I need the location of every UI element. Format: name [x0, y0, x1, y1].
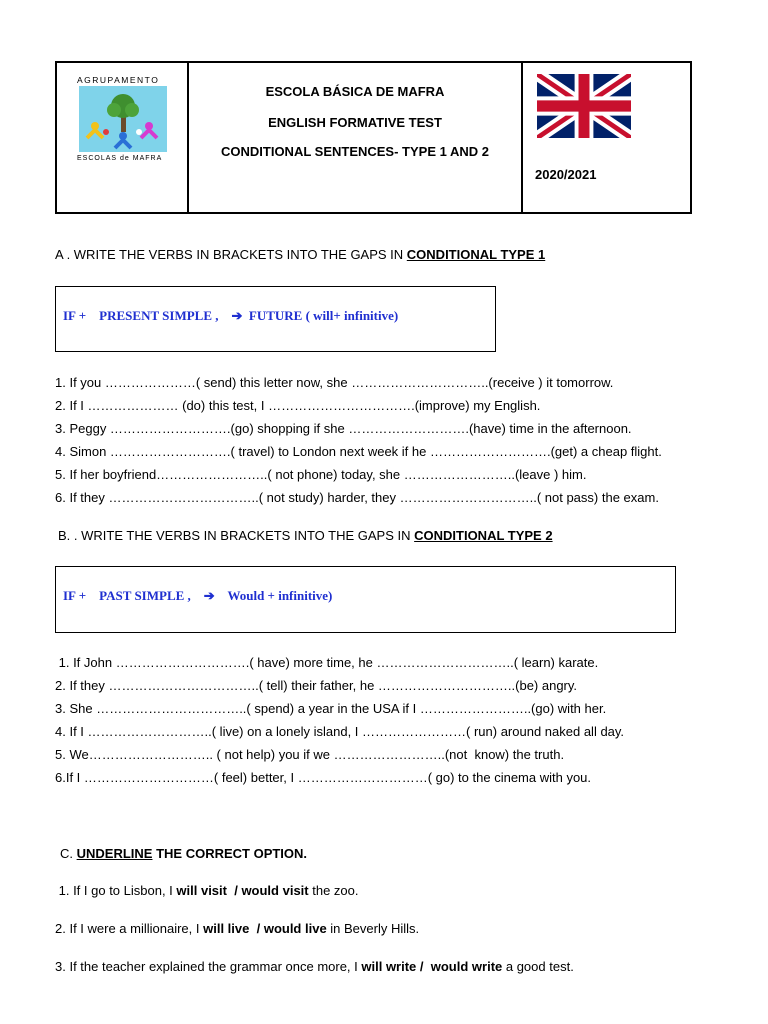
exercise-b-5: 5. We……………………….. ( not help) you if we ……………………..(not know) the truth. [55, 747, 565, 762]
section-c-prefix: C. [60, 846, 77, 861]
option-will-visit[interactable]: will visit [176, 883, 227, 898]
formula-type-2: IF + PAST SIMPLE , ➔ Would + infinitive) [63, 588, 333, 603]
exercise-b-6: 6.If I …………………………( feel) better, I …………………………( go) to the cinema with you. [55, 770, 592, 785]
logo-bottom-text: ESCOLAS de MAFRA [77, 155, 163, 162]
logo-top-text: AGRUPAMENTO [77, 75, 160, 85]
test-name: ENGLISH FORMATIVE TEST [268, 115, 442, 130]
section-b-instruction: B. . WRITE THE VERBS IN BRACKETS INTO THE GAPS IN [58, 528, 415, 543]
section-a-instruction: A . WRITE THE VERBS IN BRACKETS INTO THE GAPS IN [55, 247, 407, 262]
flag-cell [523, 63, 690, 212]
exercise-b-2: 2. If they ……………………………..( tell) their father, he …………………………..(be) angry. [55, 678, 578, 693]
exercise-c-2-post: in Beverly Hills. [326, 921, 420, 936]
option-separator: / [226, 883, 242, 898]
section-c-heading [60, 846, 307, 861]
formula-box-type-2 [55, 566, 676, 633]
option-would-visit[interactable]: would visit [241, 883, 309, 898]
exercise-a-3: 3. Peggy ……………………….(go) shopping if she ……………………….(have) time in the afternoon. [55, 421, 632, 436]
title-cell [189, 63, 523, 212]
exercise-c-1-pre: 1. If I go to Lisbon, I [55, 883, 177, 898]
section-c-rest: THE CORRECT OPTION. [152, 846, 308, 861]
formula-box-type-1 [55, 286, 496, 352]
uk-flag-icon [537, 74, 631, 138]
exercise-a-6: 6. If they ……………………………..( not study) harder, they …………………………..( not pass) the exam. [55, 490, 659, 505]
option-would-live[interactable]: would live [263, 921, 327, 936]
exercise-b-3: 3. She ……………………………..( spend) a year in the USA if I ……………………..(go) with her. [55, 701, 607, 716]
formula-type-1: IF + PRESENT SIMPLE , ➔ FUTURE ( will+ infinitive) [63, 308, 399, 323]
exercise-a-5: 5. If her boyfriend……………………..( not phone) today, she ……………………..(leave ) him. [55, 467, 587, 482]
exercise-c-1-post: the zoo. [308, 883, 359, 898]
school-logo [79, 86, 167, 152]
header-table [55, 61, 692, 214]
exercise-c-3 [55, 959, 574, 974]
school-name: ESCOLA BÁSICA DE MAFRA [265, 84, 445, 99]
option-separator: / [416, 959, 431, 974]
option-separator: / [249, 921, 264, 936]
section-a-emphasis: CONDITIONAL TYPE 1 [406, 247, 546, 262]
exercise-c-3-post: a good test. [502, 959, 574, 974]
option-will-live[interactable]: will live [203, 921, 250, 936]
exercise-b-1: 1. If John ………………………….( have) more time, he …………………………..( learn) karate. [55, 655, 599, 670]
exercise-c-2-pre: 2. If I were a millionaire, I [55, 921, 204, 936]
test-topic: CONDITIONAL SENTENCES- TYPE 1 AND 2 [221, 144, 489, 159]
section-c-underline: UNDERLINE [76, 846, 153, 861]
section-b-heading [58, 528, 553, 543]
exercise-c-3-pre: 3. If the teacher explained the grammar once more, I [55, 959, 362, 974]
school-year: 2020/2021 [535, 167, 597, 182]
exercise-c-2 [55, 921, 419, 936]
exercise-a-4: 4. Simon ……………………….( travel) to London next week if he ……………………….(get) a cheap flight. [55, 444, 662, 459]
option-will-write[interactable]: will write [361, 959, 417, 974]
exercise-b-4: 4. If I ………………………..( live) on a lonely island, I ……………………( run) around naked all day. [55, 724, 625, 739]
exercise-a-2: 2. If I ………………… (do) this test, I …………………………….(improve) my English. [55, 398, 541, 413]
section-b-emphasis: CONDITIONAL TYPE 2 [414, 528, 553, 543]
option-would-write[interactable]: would write [430, 959, 503, 974]
section-a-heading [55, 247, 545, 262]
exercise-a-1: 1. If you …………………( send) this letter now, she …………………………..(receive ) it tomorrow. [55, 375, 614, 390]
exercise-c-1 [55, 883, 358, 898]
logo-cell [57, 63, 189, 212]
